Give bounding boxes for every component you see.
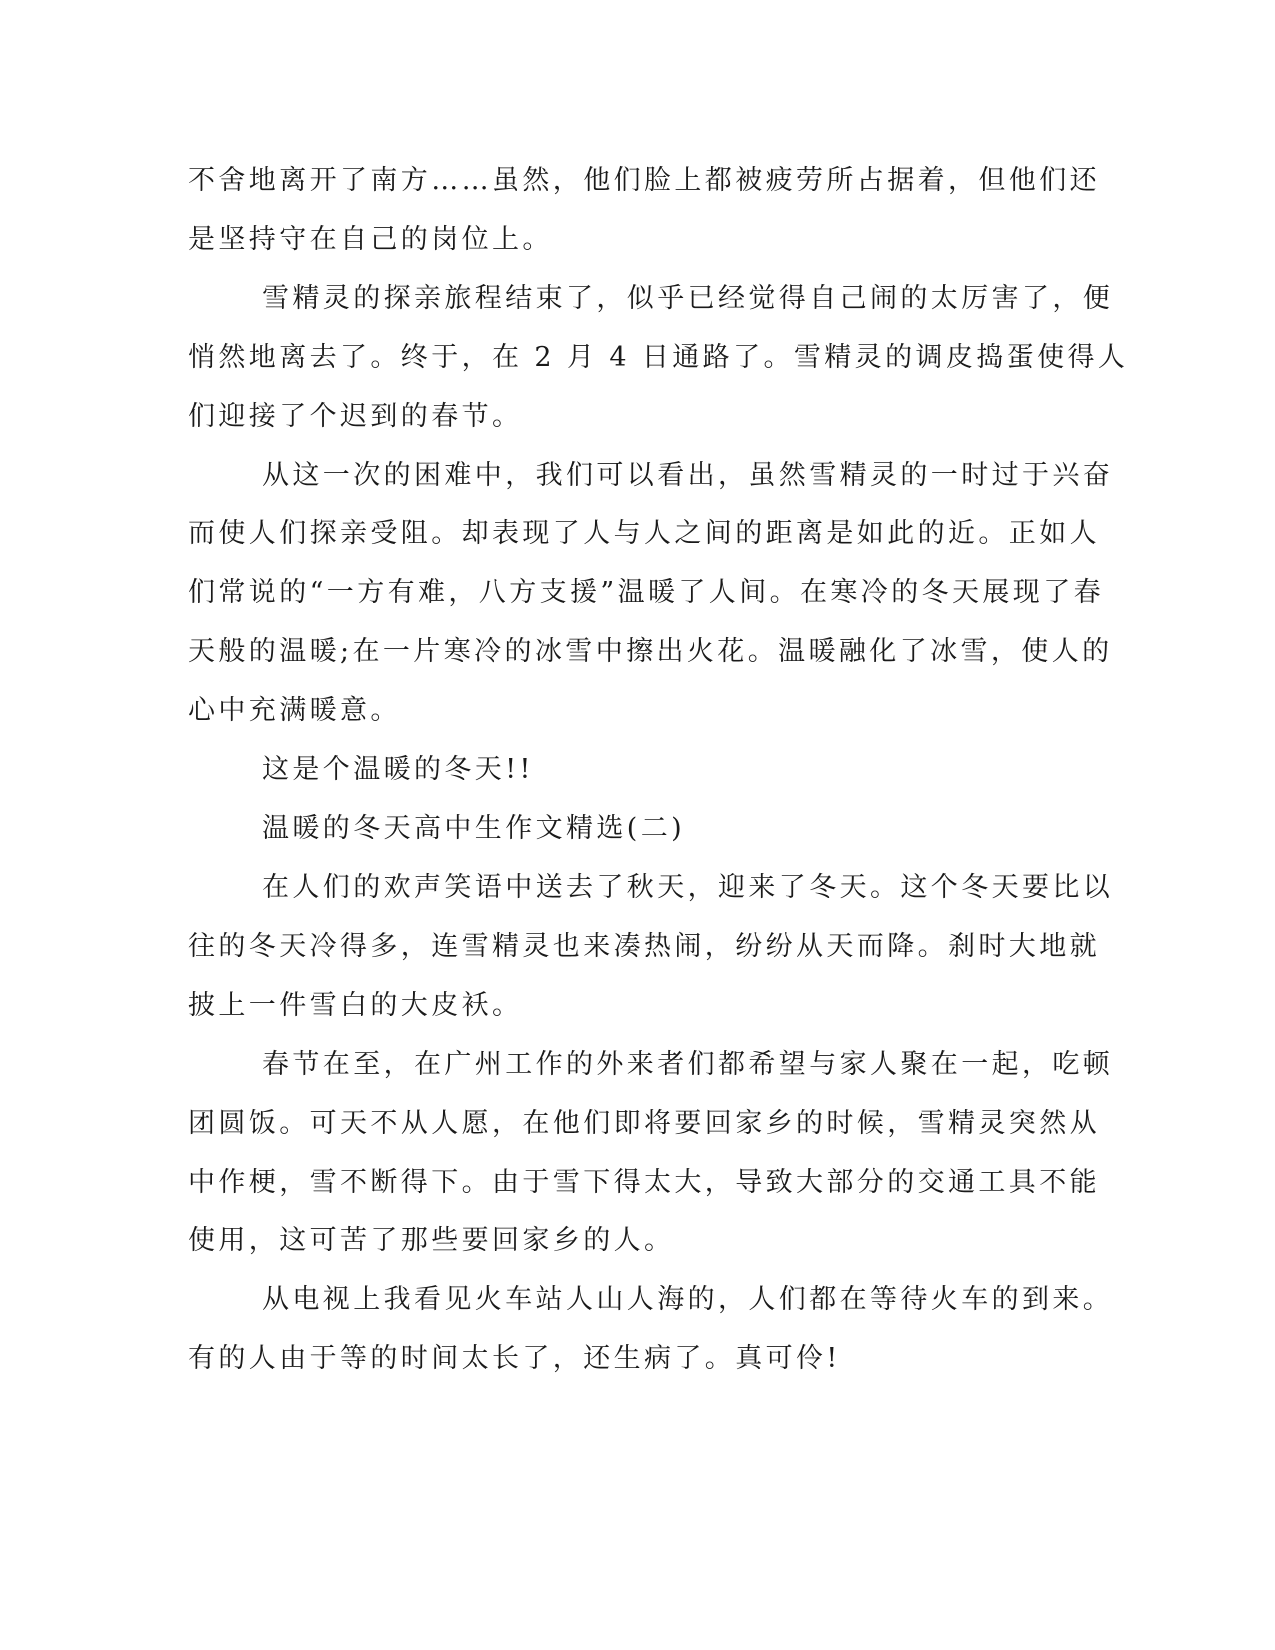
paragraph-first-line: 雪精灵的探亲旅程结束了，似乎已经觉得自己闹的太厉害了，便 xyxy=(262,283,1114,314)
paragraph-first-line: 在人们的欢声笑语中送去了秋天，迎来了冬天。这个冬天要比以 xyxy=(262,872,1114,903)
text-line: 们迎接了个迟到的春节。 xyxy=(188,401,523,432)
text-line: 悄然地离去了。终于，在 2 月 4 日通路了。雪精灵的调皮捣蛋使得人 xyxy=(188,342,1129,373)
paragraph-first-line: 春节在至，在广州工作的外来者们都希望与家人聚在一起，吃顿 xyxy=(262,1049,1114,1080)
text-line: 往的冬天冷得多，连雪精灵也来凑热闹，纷纷从天而降。刹时大地就 xyxy=(188,931,1100,962)
paragraph-first-line: 这是个温暖的冬天!! xyxy=(262,754,534,785)
text-line: 有的人由于等的时间太长了，还生病了。真可伶! xyxy=(188,1343,841,1374)
text-line: 使用，这可苦了那些要回家乡的人。 xyxy=(188,1225,675,1256)
paragraph-first-line: 从这一次的困难中，我们可以看出，虽然雪精灵的一时过于兴奋 xyxy=(262,460,1114,491)
text-line: 中作梗，雪不断得下。由于雪下得太大，导致大部分的交通工具不能 xyxy=(188,1167,1100,1198)
text-line: 而使人们探亲受阻。却表现了人与人之间的距离是如此的近。正如人 xyxy=(188,518,1100,549)
text-line: 不舍地离开了南方……虽然，他们脸上都被疲劳所占据着，但他们还 xyxy=(188,165,1100,196)
text-line: 心中充满暖意。 xyxy=(188,695,401,726)
text-line: 天般的温暖;在一片寒冷的冰雪中擦出火花。温暖融化了冰雪，使人的 xyxy=(188,636,1113,667)
text-line: 披上一件雪白的大皮袄。 xyxy=(188,990,523,1021)
text-line: 团圆饭。可天不从人愿，在他们即将要回家乡的时候，雪精灵突然从 xyxy=(188,1108,1100,1139)
section-heading: 温暖的冬天高中生作文精选(二) xyxy=(262,813,686,844)
paragraph-first-line: 从电视上我看见火车站人山人海的，人们都在等待火车的到来。 xyxy=(262,1284,1114,1315)
text-line: 们常说的“一方有难，八方支援”温暖了人间。在寒冷的冬天展现了春 xyxy=(188,577,1105,608)
text-line: 是坚持守在自己的岗位上。 xyxy=(188,224,553,255)
